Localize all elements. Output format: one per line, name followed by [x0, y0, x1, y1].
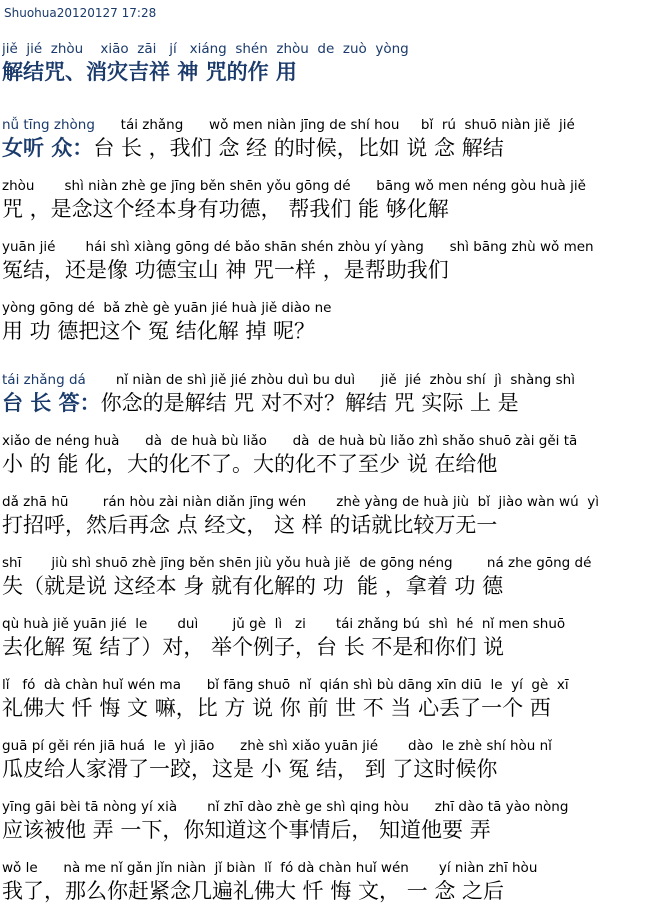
- line-pinyin: dǎ zhā hū rán hòu zài niàn diǎn jīng wén zhè yàng de huà jiù bǐ jiào wàn wú yì: [2, 494, 599, 510]
- line-pinyin: guā pí gěi rén jiā huá le yì jiāo zhè shì xiǎo yuān jié dào le zhè shí hòu nǐ: [2, 738, 552, 754]
- line-pinyin: lǐ fó dà chàn huǐ wén ma bǐ fāng shuō nǐ qián shì bù dāng xīn diū le yí gè xī: [2, 677, 569, 693]
- line-hanzi: 咒 ，是念这个经本身有功德， 帮我们 能 够化解: [2, 197, 449, 221]
- line-hanzi: 小 的 能 化，大的化不了。大的化不了至少 说 在给他: [2, 452, 498, 476]
- speaker-pinyin: tái zhǎng dá: [2, 372, 86, 388]
- paragraph-line: [2, 371, 664, 417]
- paragraph-line: [2, 238, 664, 284]
- speaker-pinyin: nǚ tīng zhòng: [2, 117, 95, 133]
- paragraph-line: [2, 116, 664, 162]
- paragraph-line: [2, 177, 664, 223]
- line-hanzi: 用 功 德把这个 冤 结化解 掉 呢？: [2, 319, 316, 343]
- line-hanzi: 你念的是解结 咒 对不对？解结 咒 实际 上 是: [100, 391, 519, 415]
- line-pinyin: zhòu shì niàn zhè ge jīng běn shēn yǒu gōng dé bāng wǒ men néng gòu huà jiě: [2, 178, 586, 194]
- line-hanzi: 冤结，还是像 功德宝山 神 咒一样 ，是帮助我们: [2, 258, 449, 282]
- speaker-label: 女听 众：: [2, 136, 94, 160]
- line-hanzi: 我了，那么你赶紧念几遍礼佛大 忏 悔 文， 一 念 之后: [2, 879, 505, 903]
- line-hanzi: 去化解 冤 结了）对， 举个例子，台 长 不是和你们 说: [2, 635, 505, 659]
- paragraph-line: [2, 493, 664, 539]
- paragraph-line: [2, 432, 664, 478]
- speaker-label: 台 长 答：: [2, 391, 101, 415]
- page-title: [2, 40, 664, 86]
- line-pinyin: qù huà jiě yuān jié le duì jǔ gè lì zi tái zhǎng bú shì hé nǐ men shuō: [2, 616, 566, 632]
- line-hanzi: 台 长 ，我们 念 经 的时候，比如 说 念 解结: [93, 136, 504, 160]
- line-pinyin: yòng gōng dé bǎ zhè gè yuān jié huà jiě diào ne: [2, 300, 332, 316]
- line-hanzi: 打招呼，然后再念 点 经文， 这 样 的话就比较万无一: [2, 513, 498, 537]
- paragraph-line: [2, 615, 664, 661]
- paragraph-line: [2, 737, 664, 783]
- paragraph-line: [2, 676, 664, 722]
- line-pinyin: nǐ niàn de shì jiě jié zhòu duì bu duì jiě jié zhòu shí jì shàng shì: [85, 372, 575, 388]
- timestamp-header: Shuohua20120127 17:28: [4, 6, 157, 20]
- line-hanzi: 礼佛大 忏 悔 文 嘛，比 方 说 你 前 世 不 当 心丢了一个 西: [2, 696, 551, 720]
- line-pinyin: wǒ le nà me nǐ gǎn jǐn niàn jǐ biàn lǐ fó dà chàn huǐ wén yí niàn zhī hòu: [2, 860, 538, 876]
- line-pinyin: yuān jié hái shì xiàng gōng dé bǎo shān shén zhòu yí yàng shì bāng zhù wǒ men: [2, 239, 594, 255]
- line-pinyin: yīng gāi bèi tā nòng yí xià nǐ zhī dào zhè ge shì qing hòu zhī dào tā yào nòng: [2, 799, 569, 815]
- title-pinyin: jiě jié zhòu xiāo zāi jí xiáng shén zhòu de zuò yòng: [2, 41, 409, 57]
- line-hanzi: 应该被他 弄 一下，你知道这个事情后， 知道他要 弄: [2, 818, 491, 842]
- title-hanzi: 解结咒、消灾吉祥 神 咒的作 用: [2, 60, 297, 84]
- paragraph-line: [2, 554, 664, 600]
- line-pinyin: tái zhǎng wǒ men niàn jīng de shí hou bǐ rú shuō niàn jiě jié: [94, 117, 575, 133]
- line-hanzi: 瓜皮给人家滑了一跤，这是 小 冤 结， 到 了这时候你: [2, 757, 498, 781]
- line-pinyin: shī jiù shì shuō zhè jīng běn shēn jiù yǒu huà jiě de gōng néng ná zhe gōng dé: [2, 555, 592, 571]
- paragraph-line: [2, 299, 664, 345]
- paragraph-line: [2, 798, 664, 844]
- line-hanzi: 失（就是说 这经本 身 就有化解的 功 能 ，拿着 功 德: [2, 574, 504, 598]
- paragraph-line: [2, 859, 664, 905]
- line-pinyin: xiǎo de néng huà dà de huà bù liǎo dà de huà bù liǎo zhì shǎo shuō zài gěi tā: [2, 433, 578, 449]
